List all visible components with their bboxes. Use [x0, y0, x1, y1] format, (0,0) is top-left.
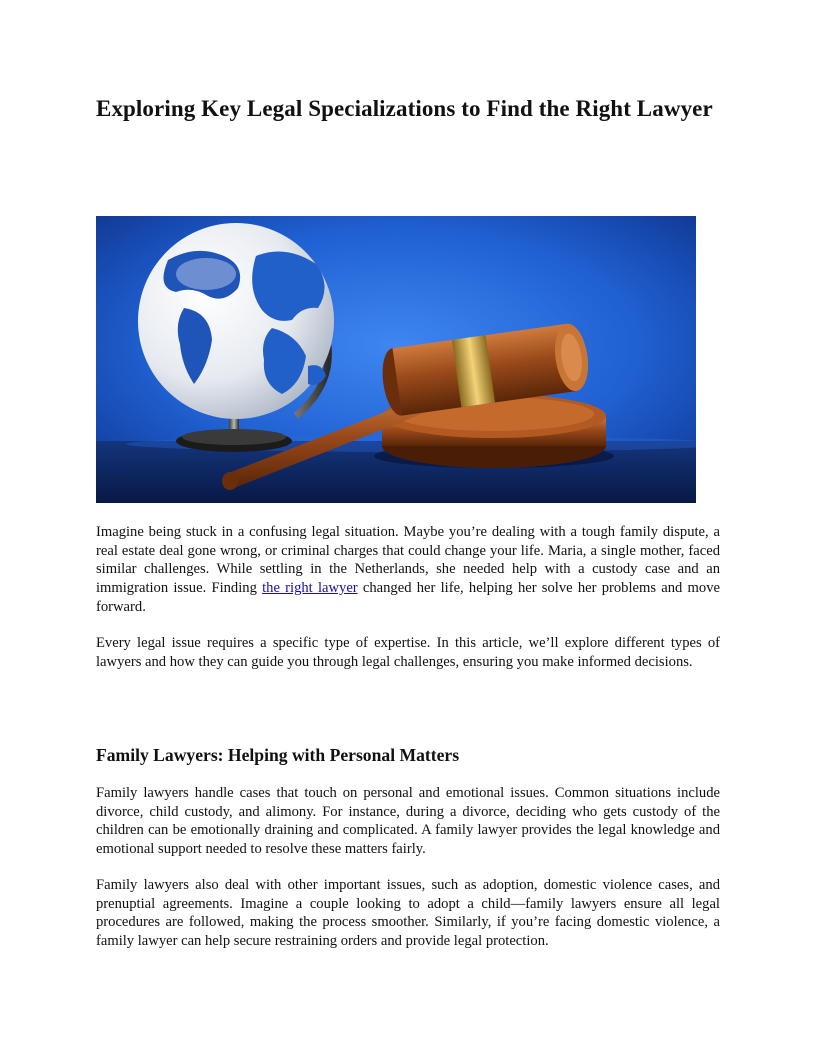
- hero-image-globe-gavel: [96, 216, 696, 503]
- family-lawyers-heading: Family Lawyers: Helping with Personal Matters: [96, 745, 460, 765]
- family-lawyers-paragraph-1: Family lawyers handle cases that touch on personal and emotional issues. Common situations include divorce, child custody, and alimony. For instance, during a divorce, deciding who gets custody of the children can be emotionally draining and complicated. A family lawyer provides the legal knowledge and emotional support needed to resolve these matters fairly.: [96, 785, 720, 858]
- right-lawyer-link[interactable]: the right lawyer: [262, 580, 358, 597]
- family-lawyers-paragraph-2: Family lawyers also deal with other important issues, such as adoption, domestic violence cases, and prenuptial agreements. Imagine a couple looking to adopt a child—family lawyers ensure all legal procedures are followed, making the process smoother. Similarly, if you’re facing domestic violence, a family lawyer can help secure restraining orders and provide legal protection.: [96, 877, 720, 950]
- page-title: Exploring Key Legal Specializations to Find the Right Lawyer: [96, 96, 713, 121]
- intro-paragraph: [96, 523, 720, 617]
- expertise-paragraph: Every legal issue requires a specific type of expertise. In this article, we’ll explore different types of lawyers and how they can guide you through legal challenges, ensuring you make informed decisions.: [96, 635, 720, 670]
- intro-text-before-link: Imagine being stuck in a confusing legal situation. Maybe you’re dealing with a tough family dispute, a real estate deal gone wrong, or criminal charges that could change your life. Maria, a single mother, faced similar challenges. While settling in the Netherlands, she needed help with a custody case and an immigration issue. Finding: [96, 524, 720, 597]
- intro-text-after-link: changed her life, helping her solve her problems and move forward.: [96, 580, 720, 615]
